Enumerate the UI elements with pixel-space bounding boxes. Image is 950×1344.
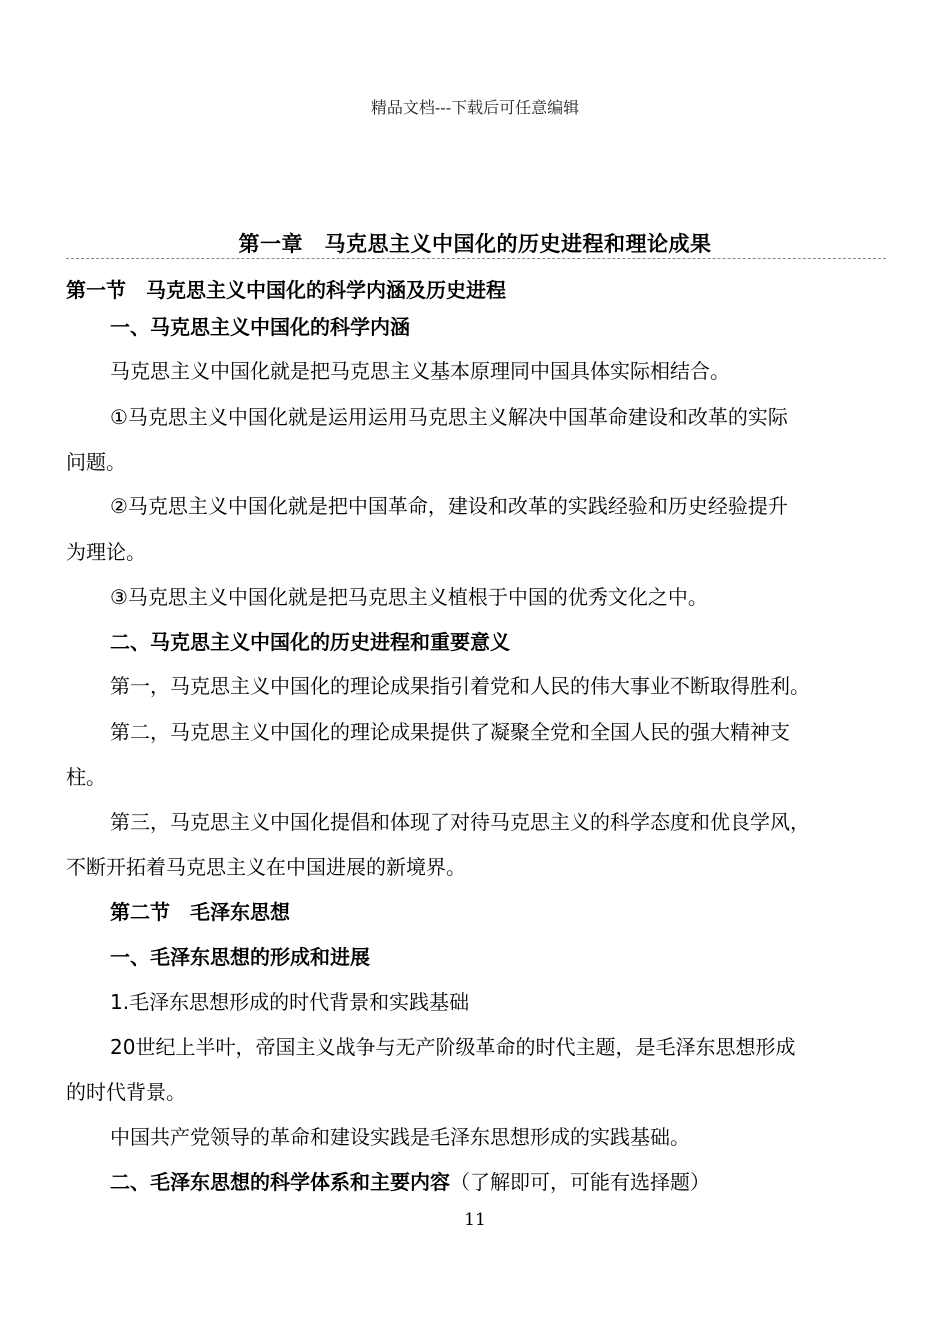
paragraph-line: 第一，马克思主义中国化的理论成果指引着党和人民的伟大事业不断取得胜利。 xyxy=(110,674,810,698)
paragraph-line: 第二，马克思主义中国化的理论成果提供了凝聚全党和全国人民的强大精神支 xyxy=(110,720,790,744)
paragraph-line: 不断开拓着马克思主义在中国进展的新境界。 xyxy=(66,855,466,879)
paragraph-line: 马克思主义中国化就是把马克思主义基本原理同中国具体实际相结合。 xyxy=(110,359,730,383)
paragraph-line: 中国共产党领导的革命和建设实践是毛泽东思想形成的实践基础。 xyxy=(110,1125,690,1149)
dashed-divider xyxy=(66,258,886,259)
page-header: 精品文档---下载后可任意编辑 xyxy=(370,98,580,117)
paragraph-line: ②马克思主义中国化就是把中国革命，建设和改革的实践经验和历史经验提升 xyxy=(110,494,788,518)
paragraph-line: 柱。 xyxy=(66,765,106,789)
paragraph-line: 第三，马克思主义中国化提倡和体现了对待马克思主义的科学态度和优良学风， xyxy=(110,810,810,834)
subheading-2-2-note: （了解即可，可能有选择题） xyxy=(450,1170,710,1194)
paragraph-line: 为理论。 xyxy=(66,540,146,564)
paragraph-line: 问题。 xyxy=(66,450,126,474)
paragraph-line: 的时代背景。 xyxy=(66,1080,186,1104)
paragraph-line: 20世纪上半叶，帝国主义战争与无产阶级革命的时代主题，是毛泽东思想形成 xyxy=(110,1035,796,1059)
subheading-2-2 xyxy=(110,1166,710,1195)
paragraph-line: ①马克思主义中国化就是运用运用马克思主义解决中国革命建设和改革的实际 xyxy=(110,405,788,429)
subheading-1-1: 一、马克思主义中国化的科学内涵 xyxy=(110,315,410,339)
chapter-title: 第一章 马克思主义中国化的历史进程和理论成果 xyxy=(238,232,712,256)
page-number: 11 xyxy=(464,1210,486,1230)
paragraph-line: ③马克思主义中国化就是把马克思主义植根于中国的优秀文化之中。 xyxy=(110,585,708,609)
subheading-2-1: 一、毛泽东思想的形成和进展 xyxy=(110,945,370,969)
subheading-2-2-title: 二、毛泽东思想的科学体系和主要内容 xyxy=(110,1170,450,1194)
paragraph-line: 1.毛泽东思想形成的时代背景和实践基础 xyxy=(110,990,470,1014)
section-heading-2: 第二节 毛泽东思想 xyxy=(110,900,290,924)
subheading-1-2: 二、马克思主义中国化的历史进程和重要意义 xyxy=(110,630,510,654)
section-heading-1: 第一节 马克思主义中国化的科学内涵及历史进程 xyxy=(66,278,506,302)
